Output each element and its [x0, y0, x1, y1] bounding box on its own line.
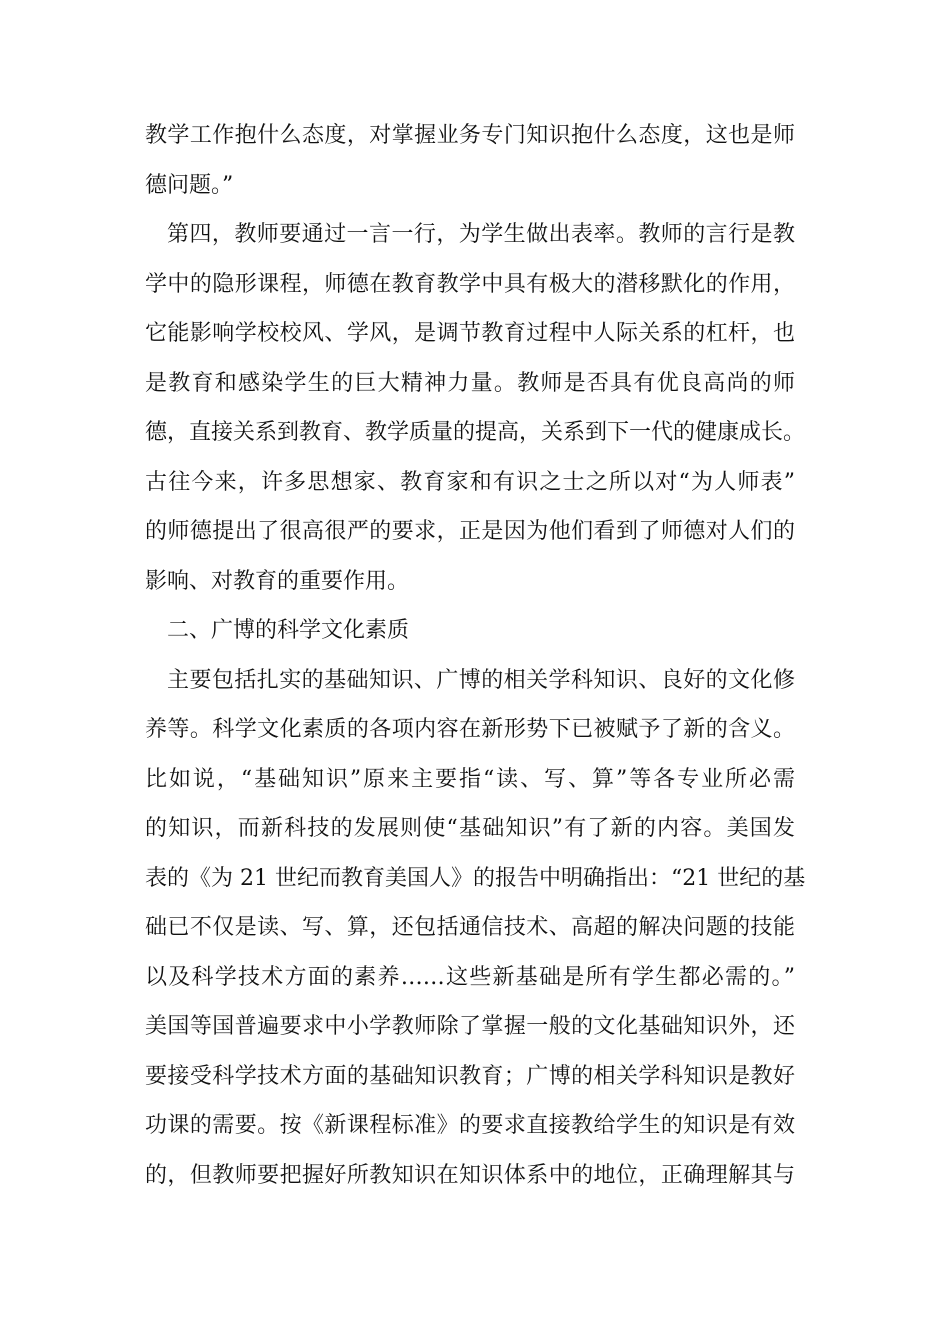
text-line: 的知识，而新科技的发展则使“基础知识”有了新的内容。美国发 [145, 816, 795, 841]
text-line: 美国等国普遍要求中小学教师除了掌握一般的文化基础知识外，还 [145, 1014, 795, 1039]
text-line: 学中的隐形课程，师德在教育教学中具有极大的潜移默化的作用， [145, 271, 795, 297]
text-line: 德问题。” [145, 172, 234, 198]
paragraph-start-line: 主要包括扎实的基础知识、广博的相关学科知识、良好的文化修 [167, 667, 795, 693]
text-line: 它能影响学校校风、学风，是调节教育过程中人际关系的杠杆，也 [145, 321, 795, 346]
text-line: 的，但教师要把握好所教知识在知识体系中的地位，正确理解其与 [145, 1162, 795, 1188]
text-line: 以及科学技术方面的素养……这些新基础是所有学生都必需的。” [145, 964, 795, 990]
text-line: 养等。科学文化素质的各项内容在新形势下已被赋予了新的含义。 [145, 717, 795, 742]
text-line: 的师德提出了很高很严的要求，正是因为他们看到了师德对人们的 [145, 519, 795, 544]
text-line: 表的《为 21 世纪而教育美国人》的报告中明确指出：“21 世纪的基 [145, 865, 806, 891]
text-line: 德，直接关系到教育、教学质量的提高，关系到下一代的健康成长。 [145, 420, 806, 445]
text-line: 古往今来，许多思想家、教育家和有识之士之所以对“为人师表” [145, 469, 795, 495]
section-heading: 二、广博的科学文化素质 [167, 618, 410, 643]
text-line: 功课的需要。按《新课程标准》的要求直接教给学生的知识是有效 [145, 1113, 795, 1138]
paragraph-start-line: 第四，教师要通过一言一行，为学生做出表率。教师的言行是教 [167, 222, 795, 247]
text-line: 是教育和感染学生的巨大精神力量。教师是否具有优良高尚的师 [145, 370, 795, 396]
text-line: 比如说，“基础知识”原来主要指“读、写、算”等各专业所必需 [145, 766, 795, 792]
text-line: 教学工作抱什么态度，对掌握业务专门知识抱什么态度，这也是师 [145, 123, 795, 148]
text-line: 影响、对教育的重要作用。 [145, 568, 410, 594]
body-text [145, 111, 806, 1200]
text-line: 要接受科学技术方面的基础知识教育；广博的相关学科知识是教好 [145, 1063, 795, 1089]
text-line: 础已不仅是读、写、算，还包括通信技术、高超的解决问题的技能 [145, 915, 795, 940]
